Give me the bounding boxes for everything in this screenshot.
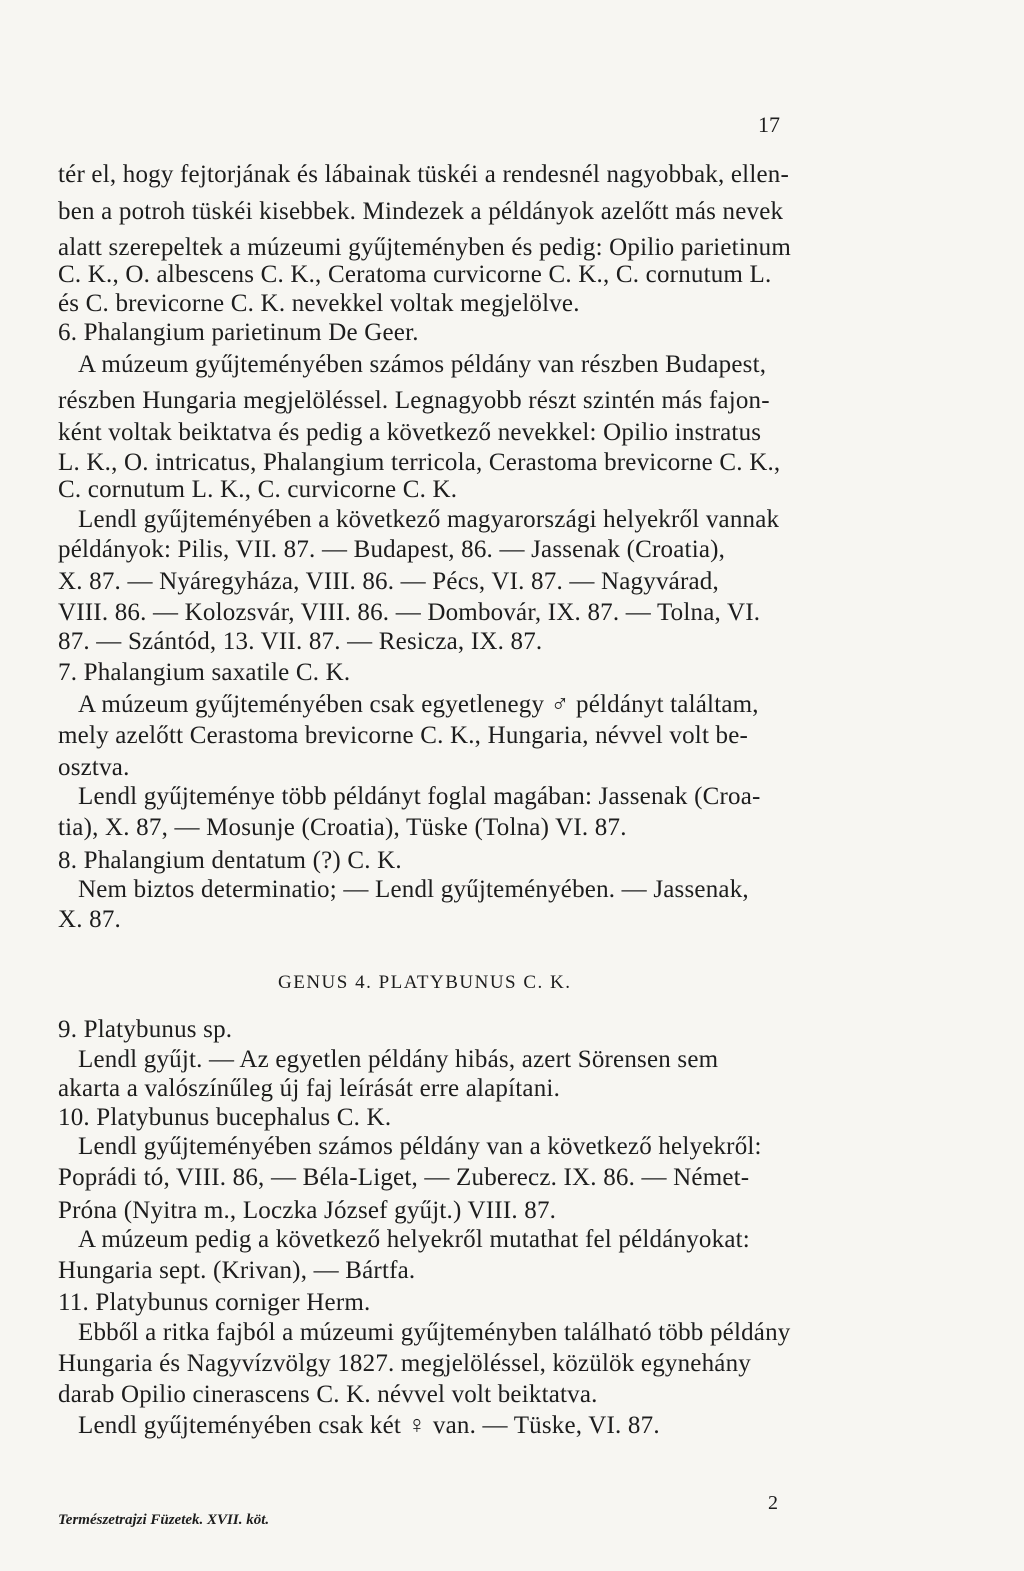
text-line: Ebből a ritka fajból a múzeumi gyűjteményben található több példány — [78, 1319, 791, 1346]
text-line: C. K., O. albescens C. K., Ceratoma curvicorne C. K., C. cornutum L. — [58, 261, 772, 288]
text-line: példányok: Pilis, VII. 87. — Budapest, 86. — Jassenak (Croatia), — [58, 536, 726, 563]
text-line: Lendl gyűjt. — Az egyetlen példány hibás, azert Sörensen sem — [78, 1046, 719, 1073]
page-number: 17 — [758, 112, 780, 137]
species-heading: 8. Phalangium dentatum (?) C. K. — [58, 847, 402, 874]
text-line: alatt szerepeltek a múzeumi gyűjteményben és pedig: Opilio parietinum — [58, 234, 792, 261]
text-line: Lendl gyűjteménye több példányt foglal magában: Jassenak (Croa- — [78, 783, 761, 810]
text-line: 87. — Szántód, 13. VII. 87. — Resicza, IX. 87. — [58, 628, 543, 655]
text-line: X. 87. — [58, 906, 122, 933]
text-line: ként voltak beiktatva és pedig a következő nevekkel: Opilio instratus — [58, 419, 762, 446]
species-heading: 10. Platybunus bucephalus C. K. — [58, 1104, 392, 1131]
text-line: X. 87. — Nyáregyháza, VIII. 86. — Pécs, VI. 87. — Nagyvárad, — [58, 568, 719, 595]
text-line: részben Hungaria megjelöléssel. Legnagyobb részt szintén más fajon- — [58, 387, 770, 414]
text-line: Lendl gyűjteményében számos példány van a következő helyekről: — [78, 1133, 762, 1160]
text-line: Lendl gyűjteményében a következő magyarországi helyekről vannak — [78, 506, 780, 533]
text-line: mely azelőtt Cerastoma brevicorne C. K., Hungaria, névvel volt be- — [58, 722, 749, 749]
text-line: Nem biztos determinatio; — Lendl gyűjteményében. — Jassenak, — [78, 876, 749, 903]
text-line: és C. brevicorne C. K. nevekkel voltak megjelölve. — [58, 290, 580, 317]
species-heading: 7. Phalangium saxatile C. K. — [58, 659, 351, 686]
text-line: akarta a valószínűleg új faj leírását erre alapítani. — [58, 1075, 561, 1102]
species-heading: 11. Platybunus corniger Herm. — [58, 1289, 371, 1316]
text-line: Próna (Nyitra m., Loczka József gyűjt.) VIII. 87. — [58, 1197, 557, 1224]
text-line: Hungaria és Nagyvízvölgy 1827. megjelöléssel, közülök egynehány — [58, 1350, 751, 1377]
signature-mark: 2 — [768, 1492, 778, 1514]
species-heading: 6. Phalangium parietinum De Geer. — [58, 319, 419, 346]
text-line: A múzeum gyűjteményében számos példány van részben Budapest, — [78, 351, 767, 378]
text-line: A múzeum pedig a következő helyekről mutathat fel példányokat: — [78, 1226, 750, 1253]
genus-heading: GENUS 4. PLATYBUNUS C. K. — [278, 972, 572, 993]
text-line: C. cornutum L. K., C. curvicorne C. K. — [58, 476, 458, 503]
text-line: VIII. 86. — Kolozsvár, VIII. 86. — Dombovár, IX. 87. — Tolna, VI. — [58, 599, 761, 626]
text-line: Hungaria sept. (Krivan), — Bártfa. — [58, 1257, 416, 1284]
text-line: tér el, hogy fejtorjának és lábainak tüskéi a rendesnél nagyobbak, ellen- — [58, 161, 789, 188]
journal-footer: Természetrajzi Füzetek. XVII. köt. — [58, 1512, 270, 1528]
species-heading: 9. Platybunus sp. — [58, 1016, 233, 1043]
text-line: Poprádi tó, VIII. 86, — Béla-Liget, — Zuberecz. IX. 86. — Német- — [58, 1164, 750, 1191]
text-line: ben a potroh tüskéi kisebbek. Mindezek a példányok azelőtt más nevek — [58, 198, 784, 225]
text-line: osztva. — [58, 754, 130, 781]
text-line: A múzeum gyűjteményében csak egyetlenegy ♂ példányt találtam, — [78, 691, 759, 718]
text-line: Lendl gyűjteményében csak két ♀ van. — Tüske, VI. 87. — [78, 1412, 660, 1439]
text-line: L. K., O. intricatus, Phalangium terricola, Cerastoma brevicorne C. K., — [58, 449, 781, 476]
text-line: tia), X. 87, — Mosunje (Croatia), Tüske (Tolna) VI. 87. — [58, 814, 627, 841]
text-line: darab Opilio cinerascens C. K. névvel volt beiktatva. — [58, 1381, 598, 1408]
